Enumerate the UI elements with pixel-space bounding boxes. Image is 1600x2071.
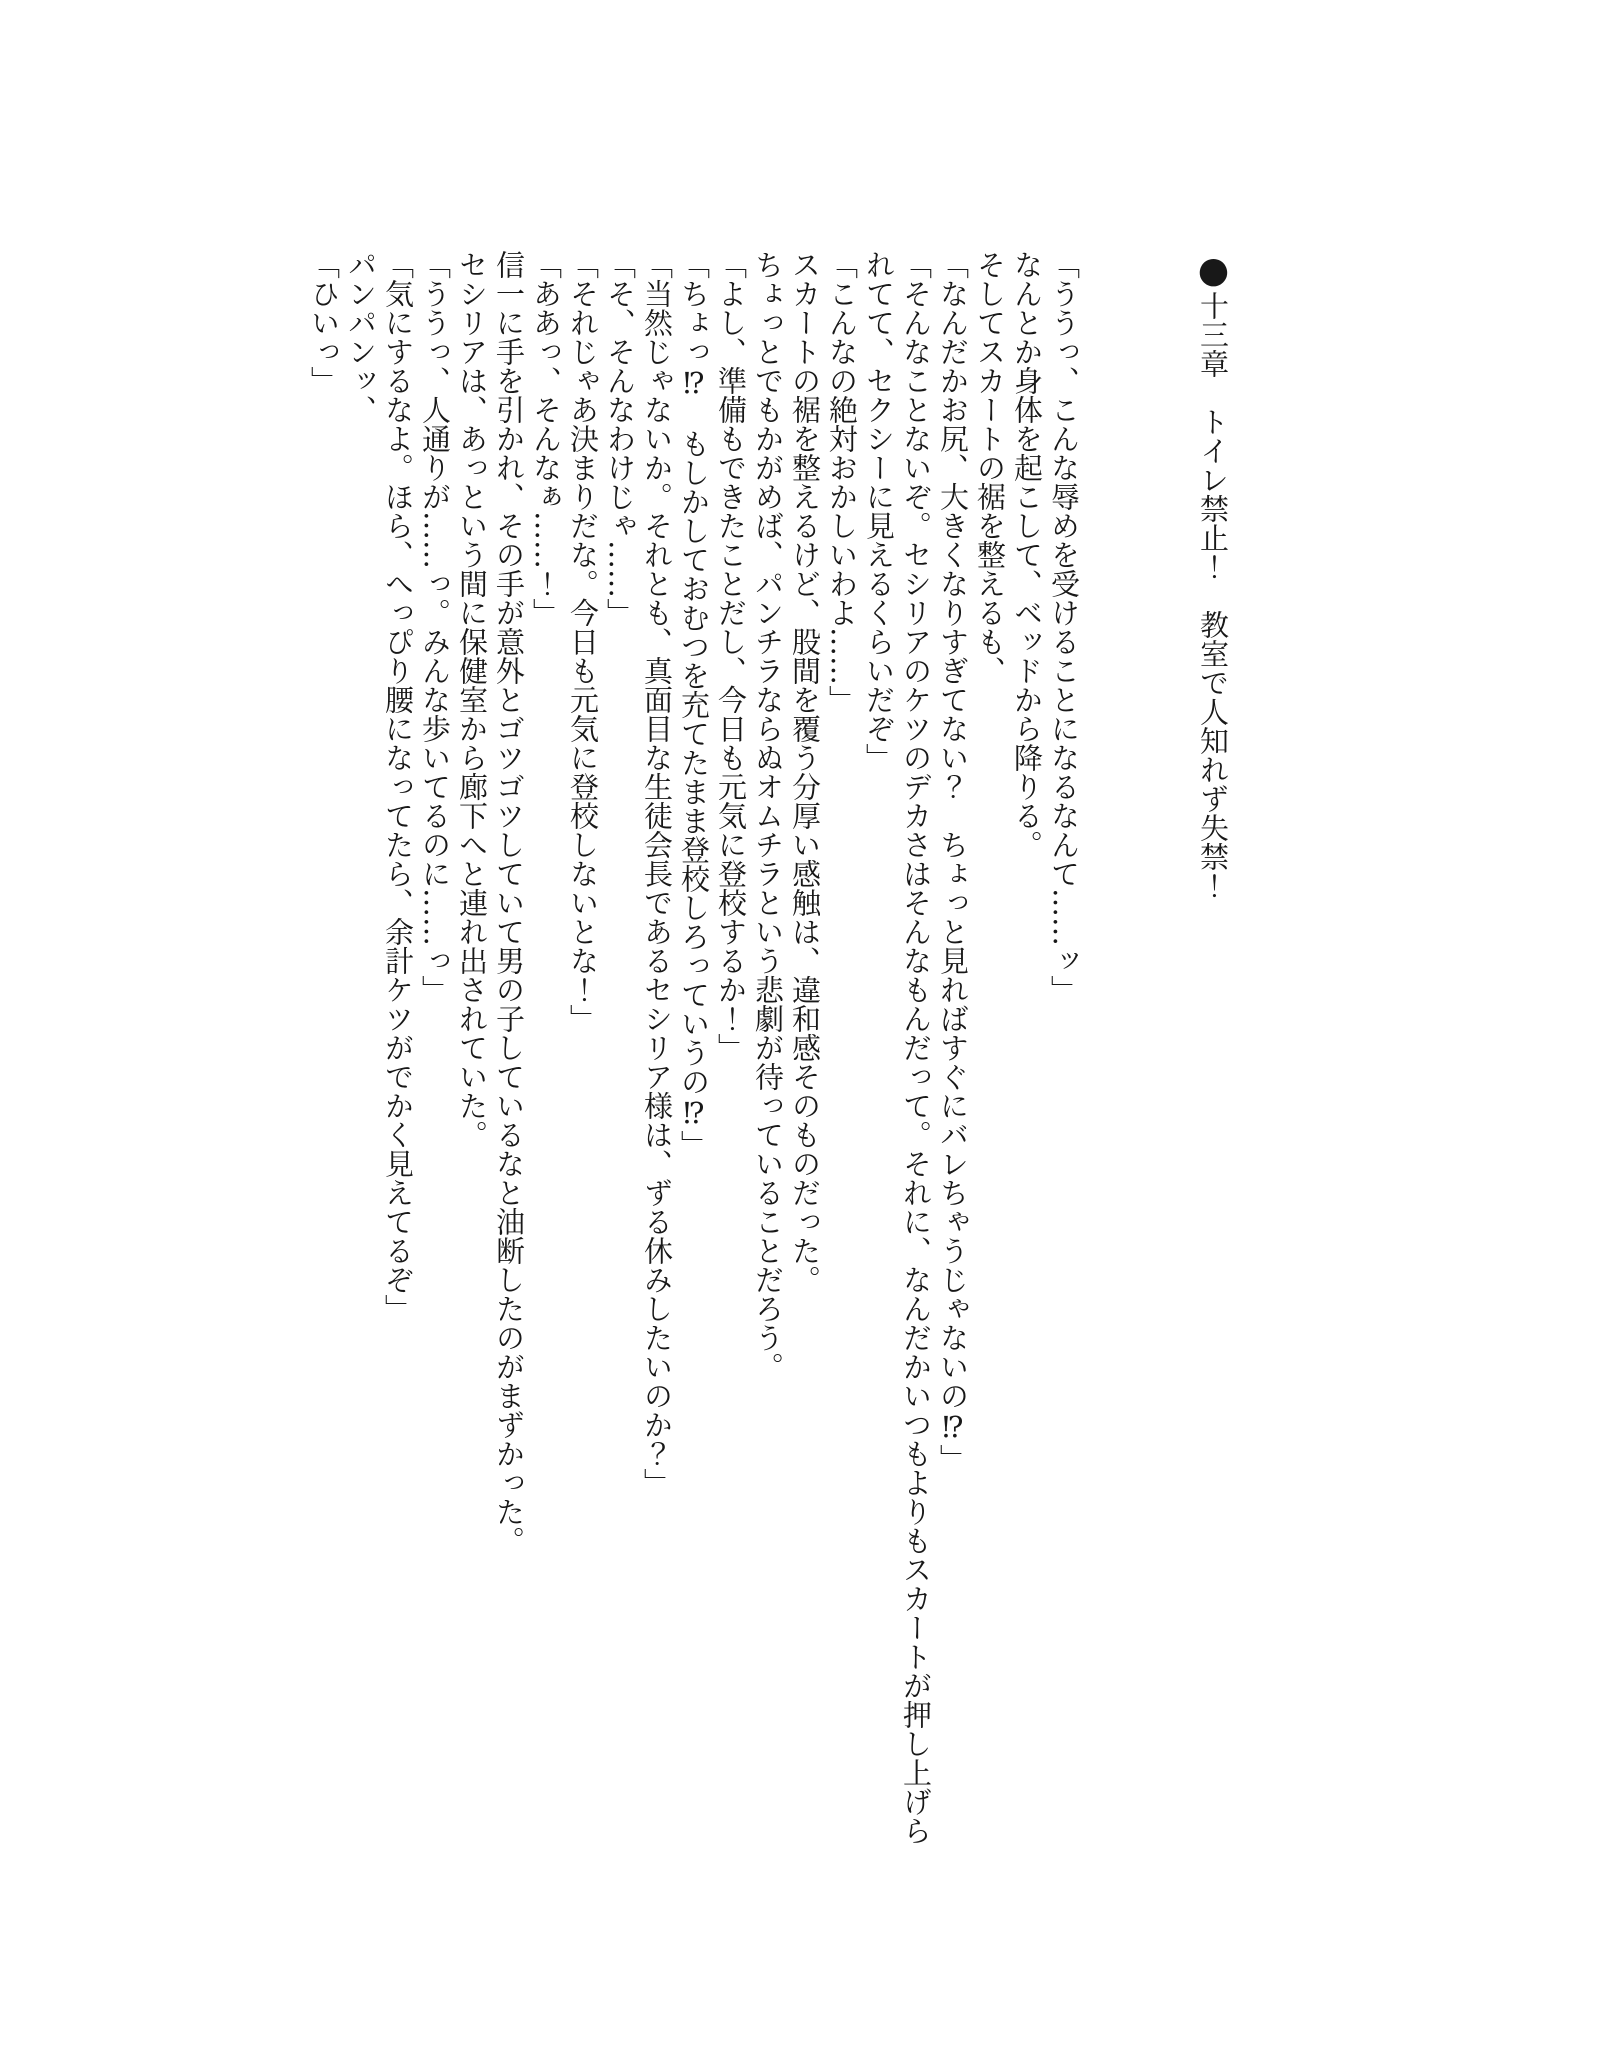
paragraph-dialogue: 「こんなの絶対おかしいわよ……」: [825, 250, 859, 714]
paragraph-dialogue: 「ひいっ」: [307, 250, 341, 395]
chapter-title: 十三章 トイレ禁止！ 教室で人知れず失禁！: [1196, 291, 1230, 900]
paragraph-narration: ちょっとでもかがめば、パンチラならぬオムチラという悲劇が待っていることだろう。: [751, 250, 785, 1381]
paragraph-narration: スカートの裾を整えるけど、股間を覆う分厚い感触は、違和感そのものだった。: [788, 250, 822, 1294]
paragraph-narration: なんとか身体を起こして、ベッドから降りる。: [1010, 250, 1044, 859]
chapter-heading: [1194, 250, 1232, 1862]
chapter-bullet-icon: ●: [1193, 250, 1234, 291]
paragraph-narration: セシリアは、あっという間に保健室から廊下へと連れ出されていた。: [455, 250, 489, 1149]
paragraph-dialogue: 「気にするなよ。ほら、へっぴり腰になってたら、余計ケツがでかく見えてるぞ」: [381, 250, 415, 1323]
paragraph-sfx: パンパンッ、: [344, 250, 378, 424]
paragraph-narration: そしてスカートの裾を整えるも、: [973, 250, 1007, 685]
paragraph-narration: 信一に手を引かれ、その手が意外とゴツゴツしていて男の子しているなと油断したのがまずかった。: [492, 250, 526, 1555]
paragraph-dialogue: 「当然じゃないか。それとも、真面目な生徒会長であるセシリア様は、ずる休みしたいのか？」: [640, 250, 674, 1497]
paragraph-dialogue: 「それじゃあ決まりだな。今日も元気に登校しないとな！」: [566, 250, 600, 1033]
paragraph-dialogue: 「ちょっ⁉ もしかしておむつを充てたまま登校しろっていうの⁉」: [677, 250, 711, 1159]
paragraph-dialogue: 「なんだかお尻、大きくなりすぎてない？ ちょっと見ればすぐにバレちゃうじゃないの⁉」: [936, 250, 970, 1473]
paragraph-dialogue: 「そ、そんなわけじゃ……」: [603, 250, 637, 627]
vertical-text-flow: [305, 250, 1232, 1862]
paragraph-dialogue: 「ああっ、そんなぁ……！」: [529, 250, 563, 627]
paragraph-dialogue: 「そんなことないぞ。セシリアのケツのデカさはそんなもんだって。それに、なんだかいつもよりもスカートが押し上げられてて、セクシーに見えるくらいだぞ」: [862, 250, 933, 1845]
paragraph-dialogue: 「ううっ、人通りが……っ。みんな歩いてるのに……っ」: [418, 250, 452, 1004]
paragraph-dialogue: 「ううっ、こんな辱めを受けることになるなんて……ッ」: [1047, 250, 1081, 1004]
paragraph-dialogue: 「よし、準備もできたことだし、今日も元気に登校するか！」: [714, 250, 748, 1062]
